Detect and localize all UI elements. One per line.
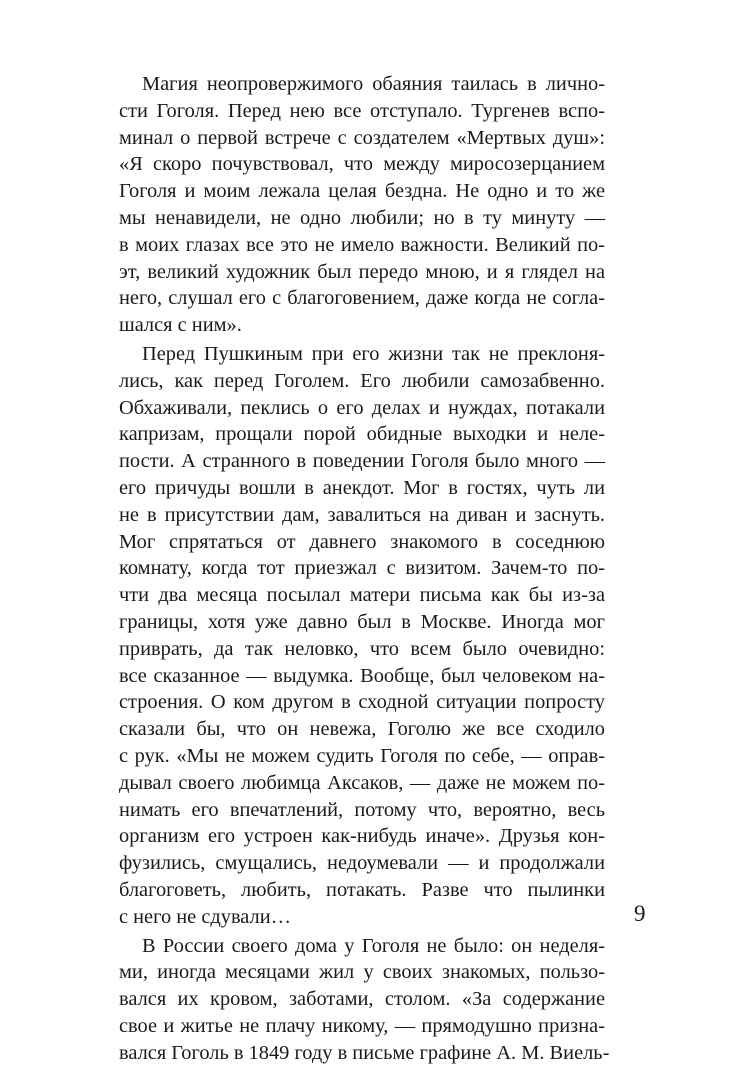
text-line: Гоголя и моим лежала целая бездна. Не одно и то же — [119, 180, 605, 203]
text-line: В России своего дома у Гоголя не было: он неделя- — [142, 934, 605, 957]
text-line: пости. А странного в поведении Гоголя было много — — [119, 450, 605, 473]
text-line: шался с ним». — [119, 314, 242, 337]
text-line: чти два месяца посылал матери письма как бы из-за — [119, 584, 605, 607]
text-line: приврать, да так неловко, что всем было очевидно: — [119, 637, 605, 660]
text-line: капризам, прощали порой обидные выходки и неле- — [119, 423, 605, 446]
text-line: лись, как перед Гоголем. Его любили самозабвенно. — [119, 369, 605, 392]
text-line: сти Гоголя. Перед нею все отступало. Тургенев вспо- — [119, 99, 605, 122]
text-line: Мог спрятаться от давнего знакомого в соседнюю — [119, 530, 605, 553]
text-line: него, слушал его с благоговением, даже когда не согла- — [119, 287, 605, 310]
text-line: ми, иногда месяцами жил у своих знакомых, пользо- — [119, 961, 605, 984]
text-line: в моих глазах все это не имело важности. Великий по- — [119, 233, 605, 256]
text-line: «Я скоро почувствовал, что между миросозерцанием — [119, 153, 605, 176]
text-line: с рук. «Мы не можем судить Гоголя по себе, — оправ- — [119, 744, 605, 767]
text-line: его причуды вошли в анекдот. Мог в гостях, чуть ли — [119, 476, 605, 499]
text-line: строения. О ком другом в сходной ситуации попросту — [119, 691, 605, 714]
text-line: дывал своего любимца Аксаков, — даже не можем по- — [119, 771, 605, 794]
text-line: свое и житье не плачу никому, — прямодушно призна- — [119, 1014, 605, 1037]
text-line: организм его устроен как-нибудь иначе». Друзья кон- — [119, 825, 605, 848]
text-line: комнату, когда тот приезжал с визитом. Зачем-то по- — [119, 557, 605, 580]
text-line: нимать его впечатлений, потому что, вероятно, весь — [119, 798, 605, 821]
text-line: фузились, смущались, недоумевали — и продолжали — [119, 852, 605, 875]
text-line: с него не сдували… — [119, 905, 292, 928]
text-line: вался Гоголь в 1849 году в письме графине А. М. Виель- — [119, 1041, 610, 1064]
text-line: благоговеть, любить, потакать. Разве что пылинки — [119, 878, 605, 901]
text-line: Перед Пушкиным при его жизни так не преклоня- — [142, 342, 605, 365]
text-line: сказали бы, что он невежа, Гоголю же все сходило — [119, 718, 605, 741]
text-line: все сказанное — выдумка. Вообще, был человеком на- — [119, 664, 605, 687]
text-line: вался их кровом, заботами, столом. «За содержание — [119, 988, 605, 1011]
text-line: не в присутствии дам, завалиться на диван и заснуть. — [119, 503, 605, 526]
text-line: Магия неопровержимого обаяния таилась в лично- — [142, 73, 605, 95]
body-text — [119, 71, 610, 1066]
text-line: Обхаживали, пеклись о его делах и нуждах, потакали — [119, 396, 605, 419]
page-number: 9 — [634, 901, 646, 926]
text-line: эт, великий художник был передо мною, и я глядел на — [119, 260, 605, 283]
text-line: мы ненавидели, не одно любили; но в ту минуту — — [119, 206, 605, 229]
text-line: минал о первой встрече с создателем «Мертвых душ»: — [119, 126, 605, 149]
text-line: границы, хотя уже давно был в Москве. Иногда мог — [119, 610, 605, 633]
